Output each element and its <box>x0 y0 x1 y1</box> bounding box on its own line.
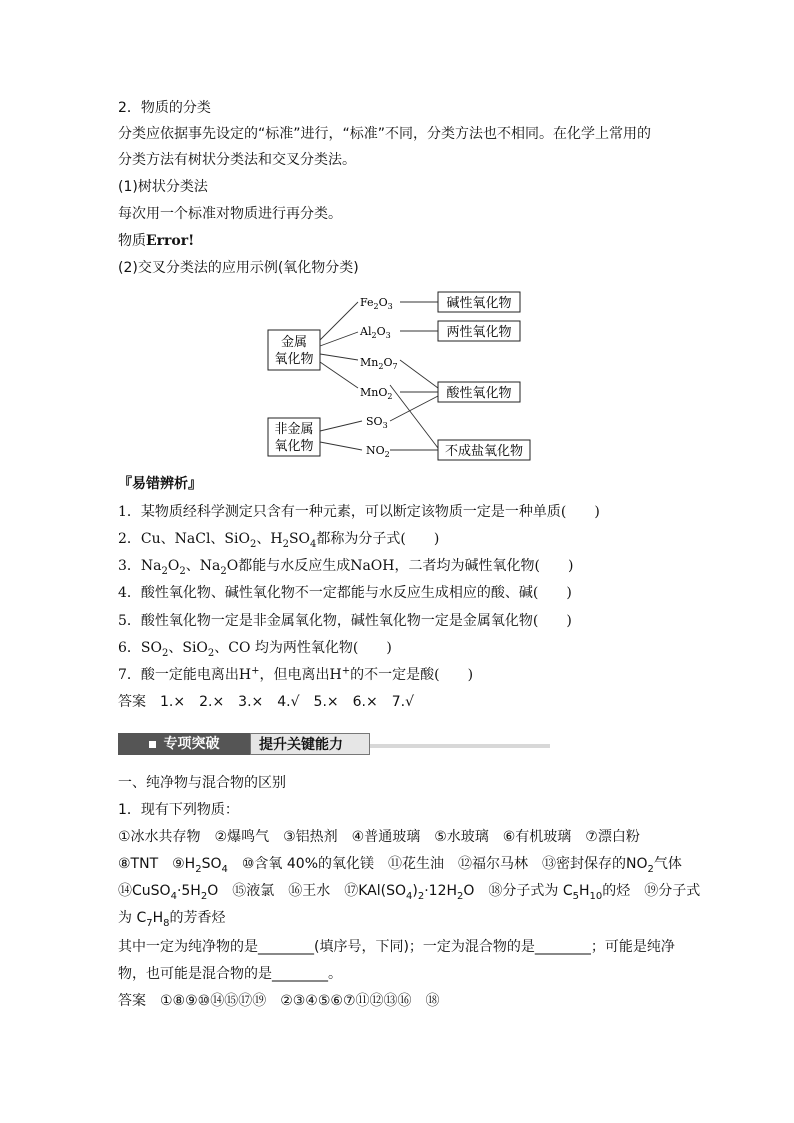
paragraph: 分类方法有树状分类法和交叉分类法。 <box>118 152 356 168</box>
pitfalls-title: 『易错辨析』 <box>118 476 202 492</box>
banner-rule <box>370 744 550 748</box>
formula-no2: $NO_2$ <box>366 444 390 459</box>
pitfalls-answer: 答案 1.× 2.× 3.× 4.√ 5.× 6.× 7.√ <box>118 694 414 710</box>
part-heading: 一、纯净物与混合物的区别 <box>118 775 286 791</box>
substance-row-3: $⑭CuSO_4\cdot 5H_2O$ ⑮液氯 ⑯王水 $⑰KAl(SO_4)_2\cdot 12H_2O$ ⑱分子式为 $C_5H_{10}$的烃 ⑲分子式 <box>118 883 701 902</box>
error-line <box>118 231 194 251</box>
basic-oxide-label: 碱性氧化物 <box>446 296 512 311</box>
fill-blank-line-2: 物，也可能是混合物的是________。 <box>118 966 342 982</box>
acidic-oxide-label: 酸性氧化物 <box>446 386 512 401</box>
nonmetal-oxide-label-1: 非金属 <box>274 422 314 437</box>
substance-row-2: ⑧TNT $⑨H_2SO_4$ ⑩含氧 40%的氧化镁 ⑪花生油 ⑫福尔马林 ⑬密封保存的$NO_2$气体 <box>118 856 682 875</box>
substance-row-4: 为 $C_7H_8$的芳香烃 <box>118 910 226 929</box>
error-word: Error! <box>146 233 195 249</box>
pitfall-item-4: 4．酸性氧化物、碱性氧化物不一定都能与水反应生成相应的酸、碱( ) <box>118 585 572 601</box>
square-icon <box>149 741 156 748</box>
subheading: (1)树状分类法 <box>118 179 208 195</box>
paragraph: 每次用一个标准对物质进行再分类。 <box>118 206 342 222</box>
formula-al2o3: $Al_2O_3$ <box>360 325 391 340</box>
question-intro: 1．现有下列物质： <box>118 802 239 818</box>
pitfall-item-7: 7．酸一定能电离出H+，但电离出H+的不一定是酸( ) <box>118 665 474 683</box>
banner-right: 提升关键能力 <box>250 733 370 755</box>
pitfall-item-3: 3．$Na_2O_2$、$Na_2O$都能与水反应生成NaOH，二者均为碱性氧化物( ) <box>118 558 574 577</box>
section-heading: 2．物质的分类 <box>118 100 211 116</box>
formula-fe2o3: $Fe_2O_3$ <box>360 296 393 311</box>
section-banner <box>118 733 432 755</box>
oxide-classification-diagram <box>260 288 540 463</box>
non-salt-forming-oxide-label: 不成盐氧化物 <box>444 444 524 459</box>
error-prefix: 物质 <box>118 233 146 249</box>
subheading: (2)交叉分类法的应用示例(氧化物分类) <box>118 260 359 276</box>
formula-so3: $SO_3$ <box>366 415 388 430</box>
nonmetal-oxide-label-2: 氧化物 <box>274 439 314 454</box>
bracket-right-icon: 』 <box>188 476 202 492</box>
bracket-left-icon: 『 <box>118 476 132 492</box>
pitfall-item-1: 1．某物质经科学测定只含有一种元素，可以断定该物质一定是一种单质( ) <box>118 504 600 520</box>
formula-mn2o7: $Mn_2O_7$ <box>360 356 398 371</box>
fill-blank-line-1: 其中一定为纯净物的是________(填序号，下同)；一定为混合物的是________；可能是纯净 <box>118 939 675 955</box>
part1-answer: 答案 ①⑧⑨⑩⑭⑮⑰⑲ ②③④⑤⑥⑦⑪⑫⑬⑯ ⑱ <box>118 993 440 1009</box>
metal-oxide-label-1: 金属 <box>280 335 308 350</box>
amphoteric-oxide-label: 两性氧化物 <box>446 325 512 340</box>
metal-oxide-label-2: 氧化物 <box>274 352 314 367</box>
formula-mno2: MnO$_2$ <box>360 386 393 401</box>
pitfall-item-2: 2．Cu、NaCl、SiO$_2$、$H_2SO_4$都称为分子式( ) <box>118 531 440 550</box>
paragraph: 分类应依据事先设定的“标准”进行，“标准”不同，分类方法也不相同。在化学上常用的 <box>118 126 652 142</box>
pitfall-item-5: 5．酸性氧化物一定是非金属氧化物，碱性氧化物一定是金属氧化物( ) <box>118 613 572 629</box>
substance-row-1: ①冰水共存物 ②爆鸣气 ③铝热剂 ④普通玻璃 ⑤水玻璃 ⑥有机玻璃 ⑦漂白粉 <box>118 829 640 845</box>
pitfall-item-6: 6．$SO_2$、SiO$_2$、CO 均为两性氧化物( ) <box>118 640 392 659</box>
banner-left: 专项突破 <box>118 733 250 755</box>
